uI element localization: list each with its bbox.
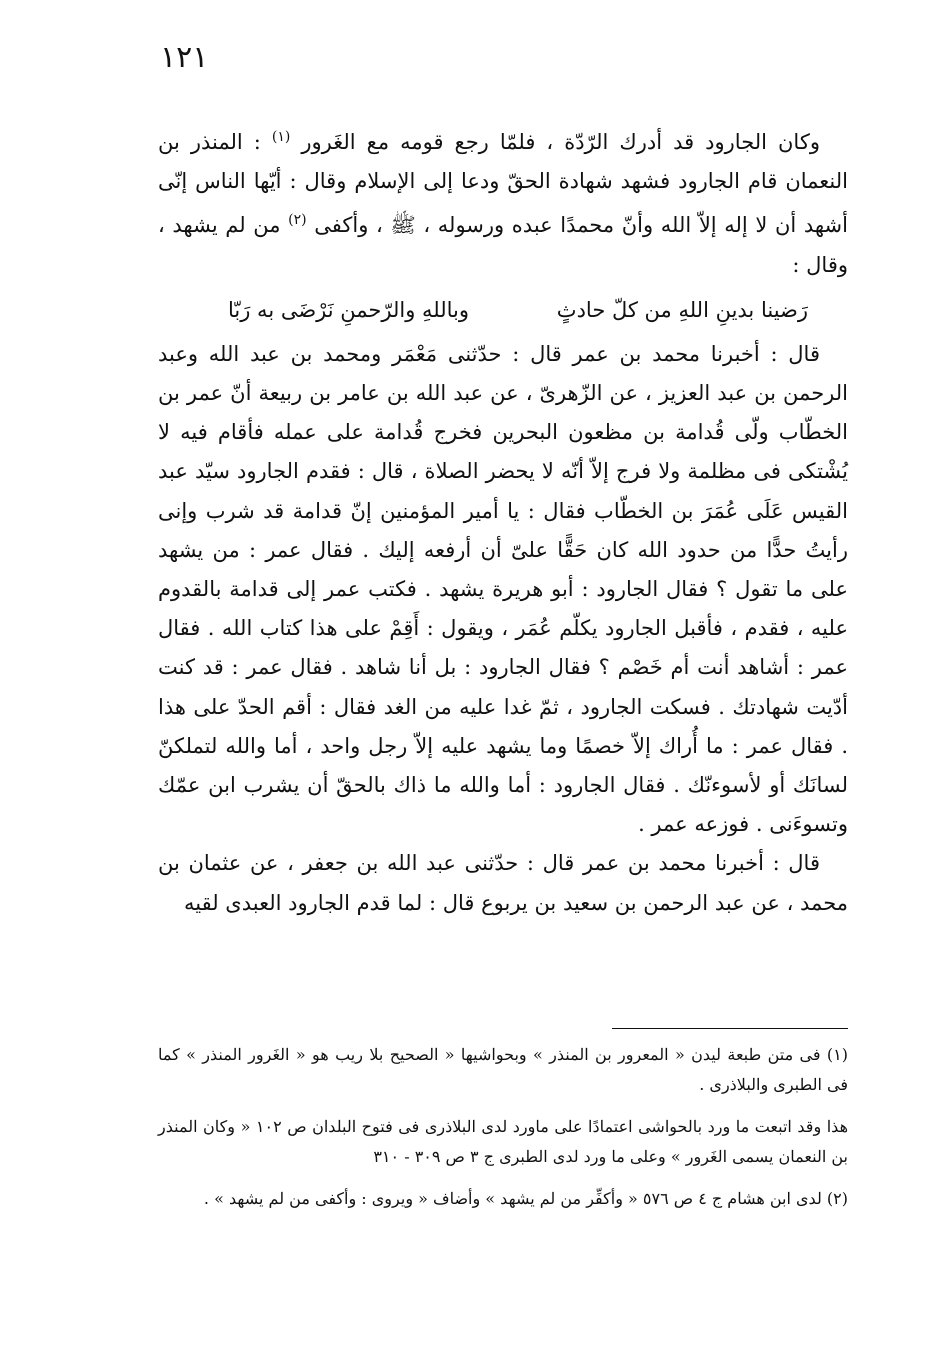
- poem-first-hemistich: رَضينا بدينِ اللهِ من كلّ حادثٍ: [556, 297, 808, 322]
- footnote-marker: (٢): [288, 212, 307, 229]
- footnote-divider: [612, 1028, 848, 1029]
- paragraph: [158, 118, 848, 285]
- poem-verse: [158, 285, 848, 335]
- footnotes: [158, 1040, 848, 1226]
- footnote-marker: (١): [271, 129, 291, 145]
- paragraph-text: وكان الجارود قد أدرك الرّدّة ، فلمّا رجع قومه مع الغَرور: [301, 130, 820, 154]
- page-number: ١٢١: [160, 40, 209, 75]
- paragraph: قال : أخبرنا محمد بن عمر قال : حدّثنى مَعْمَر ومحمد بن عبد الله وعبد الرحمن بن عبد العزيز ، عن الزّهرىّ ، عن عبد الله بن عامر بن ربيعة أنّ عمر بن الخطّاب ولّى قُدامة بن مظعون البحرين فخرج قُدامة على عمله فأقام فيه لا يُشْتكى فى مظلمة ولا فرج إلاّ أنّه لا يحضر الصلاة ، قال : فقدم الجارود سيّد عبد القيس عَلَى عُمَرَ بن الخطّاب فقال : يا أمير المؤمنين إنّ قدامة قد شرب وإنى رأيتُ حدًّا من حدود الله كان حَقًّا علىّ أن أرفعه إليك . فقال عمر : من يشهد على ما تقول ؟ فقال الجارود : أبو هريرة يشهد . فكتب عمر إلى قدامة بالقدوم عليه ، فقدم ، فأقبل الجارود يكلّم عُمَر ، ويقول : أَقِمْ على هذا كتاب الله . فقال عمر : أشاهد أنت أم خَصْم ؟ فقال الجارود : بل أنا شاهد . فقال عمر : قد كنت أدّيت شهادتك . فسكت الجارود ، ثمّ غدا عليه من الغد فقال : أقم الحدّ على هذا . فقال عمر : ما أُراك إلاّ خصمًا وما يشهد عليه إلاّ رجل واحد ، أما والله لتملكنّ لسانَك أو لأسوءنّك . فقال الجارود : أما والله ما ذاك بالحقّ أن يشرب ابن عمّك وتسوءَنى . فوزعه عمر .: [158, 341, 848, 837]
- footnote: (١) فى متن طبعة ليدن « المعرور بن المنذر » وبحواشيها « الصحيح بلا ريب هو « الغَرور المنذر » كما فى الطبرى والبلاذرى .: [158, 1045, 848, 1094]
- paragraph-text: من لم يشهد ، وقال :: [158, 213, 848, 277]
- paragraph-text: : المنذر بن النعمان قام الجارود فشهد شهادة الحقّ ودعا إلى الإسلام وقال : أيّها الناس إنّى أشهد أن لا إله إلاّ الله وأنّ محمدًا عبده ورسوله ، ﷺ ، وأكفى: [158, 130, 848, 238]
- body-text: [158, 118, 848, 923]
- paragraph: قال : أخبرنا محمد بن عمر قال : حدّثنى عبد الله بن جعفر ، عن عثمان بن محمد ، عن عبد الرحمن بن سعيد بن يربوع قال : لما قدم الجارود العبدى لقيه: [158, 851, 848, 915]
- poem-second-hemistich: وباللهِ والرّحمنِ نَرْضَى به رَبّا: [228, 297, 470, 322]
- footnote: هذا وقد اتبعت ما ورد بالحواشى اعتمادًا على ماورد لدى البلاذرى فى فتوح البلدان ص ١٠٢ « وكان المنذر بن النعمان يسمى الغَرور » وعلى ما ورد لدى الطبرى ج ٣ ص ٣٠٩ - ٣١٠: [158, 1117, 849, 1166]
- footnote: (٢) لدى ابن هشام ج ٤ ص ٥٧٦ « وأكفِّر من لم يشهد » وأضاف « ويروى : وأكفى من لم يشهد » .: [203, 1189, 848, 1208]
